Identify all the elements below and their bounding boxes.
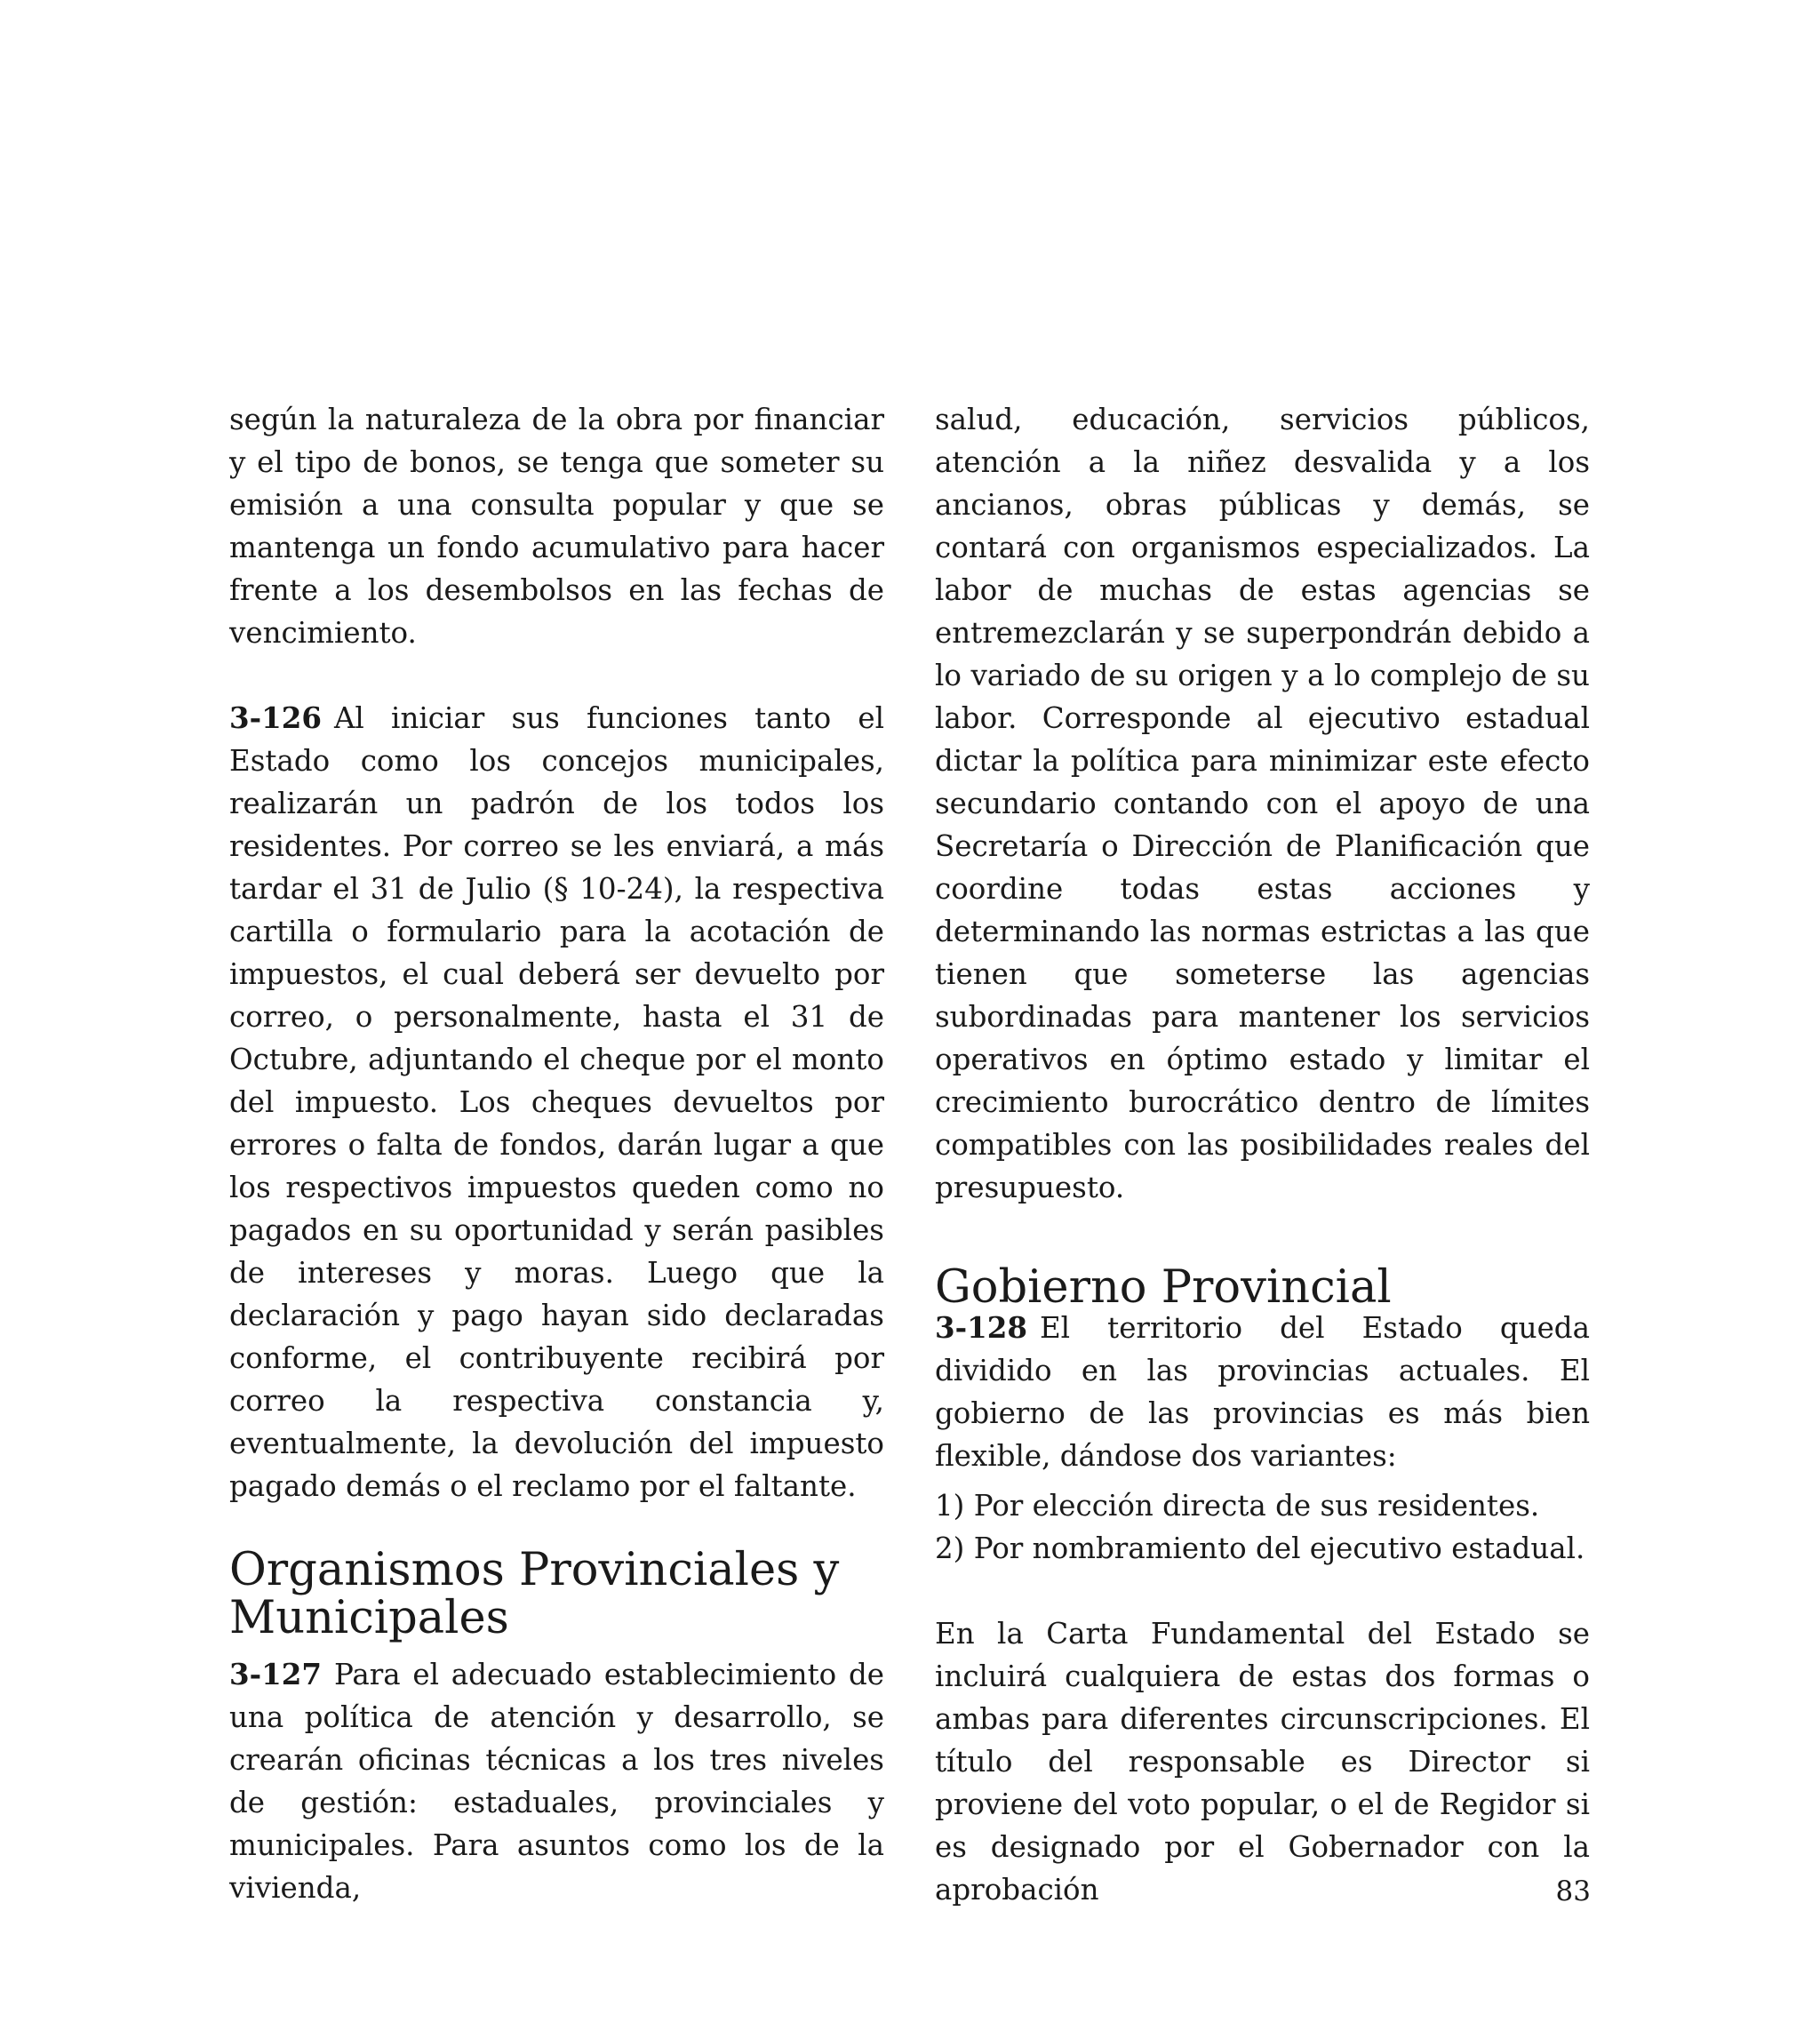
right-column [935, 398, 1590, 1911]
article-number: 3-127 [229, 1657, 322, 1691]
article-3-126 [229, 697, 884, 1507]
article-3-127 [229, 1653, 884, 1909]
page-number: 83 [1555, 1875, 1591, 1907]
list-item: 2) Por nombramiento del ejecutivo estadual. [935, 1531, 1585, 1565]
paragraph-carta-fundamental: En la Carta Fundamental del Estado se incluirá cualquiera de estas dos formas o ambas para diferentes circunscripciones. El título del responsable es Director si proviene del voto popular, o el de Regidor si es designado por el Gobernador con la aprobación [935, 1617, 1590, 1907]
left-column [229, 398, 884, 1909]
list-item: 1) Por elección directa de sus residentes. [935, 1489, 1540, 1523]
article-text: El territorio del Estado queda dividido en las provincias actuales. El gobierno de las provincias es más bien flexible, dándose dos variantes: [935, 1311, 1590, 1473]
article-number: 3-128 [935, 1310, 1027, 1345]
article-text: Al iniciar sus funciones tanto el Estado como los concejos municipales, realizarán un padrón de los todos los residentes. Por correo se les enviará, a más tardar el 31 de Julio (§ 10-24), la respectiva cartilla o formulario para la acotación de impuestos, el cual deberá ser devuelto por correo, o personalmente, hasta el 31 de Octubre, adjuntando el cheque por el monto del impuesto. Los cheques devueltos por errores o falta de fondos, darán lugar a que los respectivos impuestos queden como no pagados en su oportunidad y serán pasibles de intereses y moras. Luego que la declaración y pago hayan sido declaradas conforme, el contribuyente recibirá por correo la respectiva constancia y, eventualmente, la devolución del impuesto pagado demás o el reclamo por el faltante. [229, 701, 884, 1503]
article-text: Para el adecuado establecimiento de una política de atención y desarrollo, se crearán oficinas técnicas a los tres niveles de gestión: estaduales, provinciales y municipales. Para asuntos como los de la vivienda, [229, 1658, 884, 1905]
paragraph-continuation: salud, educación, servicios públicos, atención a la niñez desvalida y a los ancianos, obras públicas y demás, se contará con organismos especializados. La labor de muchas de estas agencias se entremezclarán y se superpondrán debido a lo variado de su origen y a lo complejo de su labor. Corresponde al ejecutivo estadual dictar la política para minimizar este efecto secundario contando con el apoyo de una Secretaría o Dirección de Planificación que coordine todas estas acciones y determinando las normas estrictas a las que tienen que someterse las agencias subordinadas para mantener los servicios operativos en óptimo estado y limitar el crecimiento burocrático dentro de límites compatibles con las posibilidades reales del presupuesto. [935, 403, 1590, 1204]
article-3-128 [935, 1307, 1590, 1477]
variants-list [935, 1484, 1590, 1570]
article-number: 3-126 [229, 700, 322, 735]
section-heading-organismos: Organismos Provinciales y Municipales [229, 1544, 840, 1644]
paragraph-continuation: según la naturaleza de la obra por financiar y el tipo de bonos, se tenga que someter su emisión a una consulta popular y que se mantenga un fondo acumulativo para hacer frente a los desembolsos en las fechas de vencimiento. [229, 403, 884, 650]
section-heading-gobierno-provincial: Gobierno Provincial [935, 1261, 1392, 1314]
